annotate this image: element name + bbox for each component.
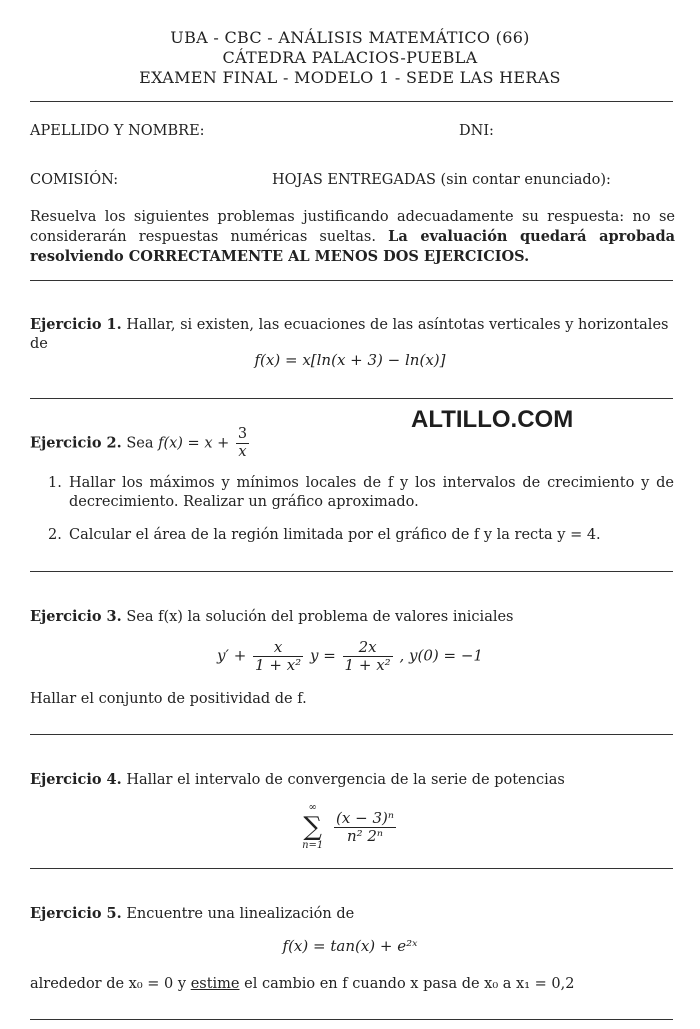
fraction-denominator: 1 + x²	[255, 656, 302, 674]
exercise-3-text: Sea f(x) la solución del problema de valores iniciales	[126, 609, 514, 625]
equation-fraction-1	[253, 639, 303, 674]
exercise-5-equation: f(x) = tan(x) + e²ˣ	[282, 937, 418, 955]
exercise-1-text: Hallar, si existen, las ecuaciones de las asíntotas verticales y horizontales de	[30, 317, 669, 352]
fraction-numerator: 2x	[343, 639, 393, 657]
exercise-5-title: Ejercicio 5.	[30, 905, 122, 922]
dni-label: DNI:	[459, 123, 494, 139]
sum-symbol: ∑	[303, 812, 322, 842]
instructions-text: Resuelva los siguientes problemas justificando adecuadamente su respuesta: no se considerarán respuestas numéricas sueltas.	[30, 209, 675, 245]
instructions-bold: La evaluación quedará aprobada resolviendo CORRECTAMENTE AL MENOS DOS EJERCICIOS.	[30, 228, 676, 265]
series-term	[334, 810, 396, 845]
item-text: Calcular el área de la región limitada por el gráfico de f y la recta y = 4.	[69, 527, 601, 543]
item-number: 2.	[48, 527, 62, 543]
divider	[30, 398, 673, 399]
fraction-numerator: 3	[237, 426, 248, 442]
exercise-1-statement	[30, 315, 675, 354]
summation	[302, 802, 323, 852]
question-pre: alrededor de x₀ = 0 y	[30, 976, 187, 992]
fraction-denominator: 1 + x²	[344, 656, 391, 674]
exercise-2-function-lhs: f(x) = x +	[158, 435, 230, 452]
exercise-5-statement	[30, 904, 675, 924]
equation-condition: , y(0) = −1	[399, 646, 483, 665]
divider	[30, 571, 673, 572]
sum-upper-limit: ∞	[308, 802, 317, 813]
commission-label: COMISIÓN:	[30, 172, 119, 188]
divider	[30, 868, 673, 869]
exercise-2-fraction	[236, 426, 249, 461]
question-post: el cambio en f cuando x pasa de x₀ a x₁ = 0,2	[244, 976, 575, 992]
fraction-denominator: n² 2ⁿ	[346, 826, 384, 845]
exercise-3-question: Hallar el conjunto de positividad de f.	[30, 691, 307, 707]
exercise-2-title: Ejercicio 2.	[30, 434, 122, 452]
divider	[30, 101, 673, 102]
item-number: 1.	[48, 475, 62, 491]
exercise-4-text: Hallar el intervalo de convergencia de la serie de potencias	[126, 772, 565, 788]
divider	[30, 280, 673, 281]
exercise-5-text: Encuentre una linealización de	[126, 906, 355, 922]
divider	[30, 734, 673, 735]
item-text: Hallar los máximos y mínimos locales de f y los intervalos de crecimiento y de decrecimiento. Realizar un gráfico aproximado.	[69, 475, 674, 510]
equation-middle: y =	[309, 646, 336, 665]
header-line-1: UBA - CBC - ANÁLISIS MATEMÁTICO (66)	[170, 28, 530, 47]
exercise-1-title: Ejercicio 1.	[30, 316, 122, 333]
question-underlined: estime	[190, 976, 240, 992]
name-label: APELLIDO Y NOMBRE:	[30, 123, 205, 139]
exercise-4-title: Ejercicio 4.	[30, 771, 122, 788]
exercise-5-question	[30, 975, 675, 994]
fraction-numerator: (x − 3)ⁿ	[336, 808, 394, 827]
exercise-3-equation	[0, 639, 700, 674]
exercise-4-series	[0, 802, 700, 852]
exercise-4-statement	[30, 770, 675, 790]
exercise-2-statement	[30, 426, 430, 461]
watermark-logo: ALTILLO.COM	[411, 406, 574, 433]
exercise-2-intro: Sea	[126, 435, 154, 452]
equation-lhs: y′ +	[217, 646, 247, 665]
exercise-3-title: Ejercicio 3.	[30, 608, 122, 625]
exam-header	[0, 28, 700, 88]
instructions	[30, 208, 675, 267]
fraction-numerator: x	[253, 639, 303, 657]
header-line-2: CÁTEDRA PALACIOS-PUEBLA	[222, 48, 478, 67]
exercise-3-statement	[30, 607, 675, 627]
equation-fraction-2	[343, 639, 393, 674]
exercise-1-equation: f(x) = x[ln(x + 3) − ln(x)]	[254, 351, 446, 369]
sum-lower-limit: n=1	[302, 840, 324, 851]
divider	[30, 1019, 673, 1020]
fraction-denominator: x	[238, 444, 247, 460]
header-line-3: EXAMEN FINAL - MODELO 1 - SEDE LAS HERAS	[139, 68, 561, 87]
sheets-label: HOJAS ENTREGADAS (sin contar enunciado):	[272, 172, 611, 188]
